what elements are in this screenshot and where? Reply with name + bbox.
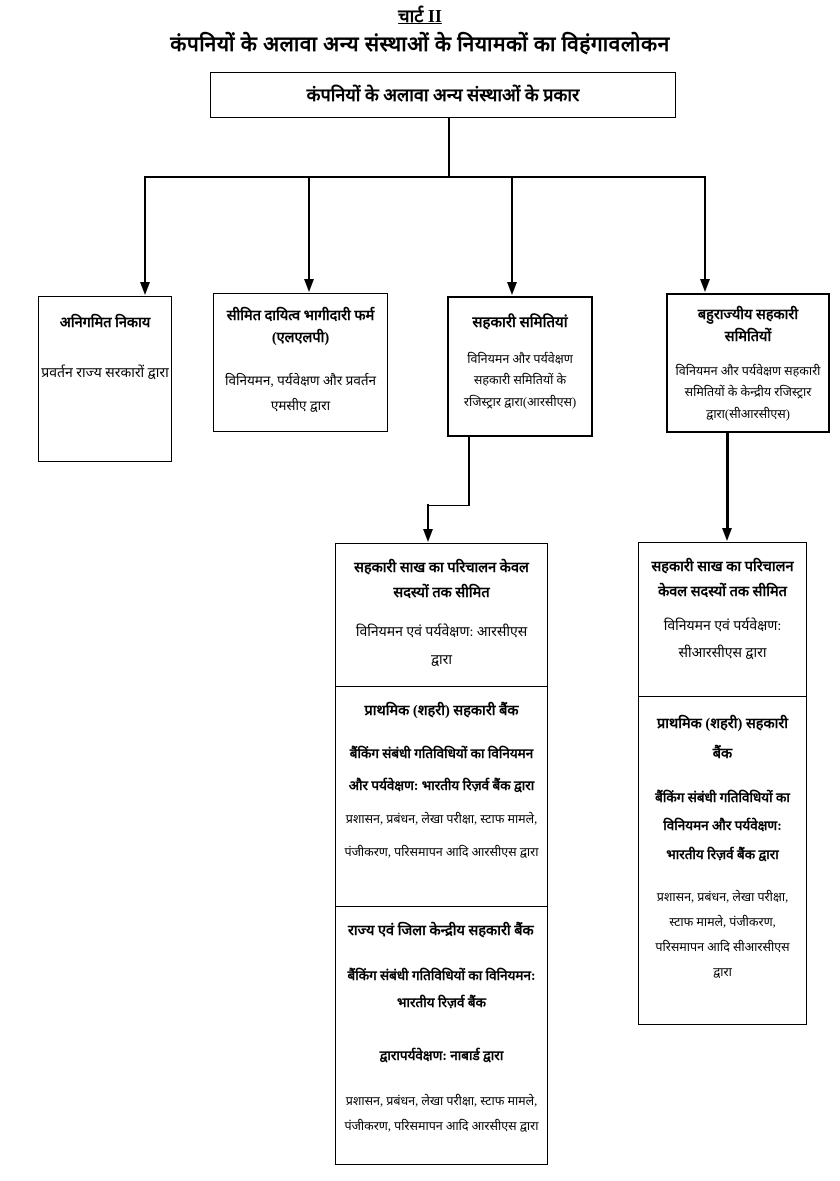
connector-drop-unincorporated [144, 176, 146, 283]
box-title: सीमित दायित्व भागीदारी फर्म (एलएलपी) [226, 308, 375, 346]
section-title: सहकारी साख का परिचालन केवल सदस्यों तक सीमित [651, 559, 794, 600]
arrow-down-icon [722, 528, 732, 541]
section-primary-urban-coop-bank-multistate [639, 696, 806, 1022]
section-body [344, 738, 539, 869]
connector-root-stem [448, 118, 450, 176]
box-cooperative-societies [447, 296, 593, 437]
root-box-entity-types [210, 72, 676, 118]
section-multistate-credit-header [639, 543, 806, 696]
section-title: प्राथमिक (शहरी) सहकारी बैंक [364, 703, 519, 719]
arrow-down-icon [507, 282, 517, 295]
box-title: सहकारी समितियां [472, 315, 568, 331]
arrow-down-icon [304, 279, 314, 292]
box-multistate-cooperative-societies [666, 293, 830, 433]
root-box-label: कंपनियों के अलावा अन्य संस्थाओं के प्रकार [306, 85, 580, 105]
box-title: बहुराज्यीय सहकारी समितियों [697, 307, 799, 345]
section-state-district-central-coop-bank [336, 906, 547, 1162]
connector-drop-multistate [704, 176, 706, 280]
administration-text: प्रशासन, प्रबंधन, लेखा परीक्षा, स्टाफ मामले, पंजीकरण, परिसमापन आदि सीआरसीएस द्वारा [655, 889, 790, 979]
box-body: विनियमन और पर्यवेक्षण सहकारी समितियों के रजिस्ट्रार द्वारा(आरसीएस) [463, 351, 577, 410]
box-title: अनिगमित निकाय [59, 315, 151, 331]
page-title: चार्ट II [398, 6, 442, 26]
connector-drop-coop [511, 176, 513, 283]
connector-drop-llp [308, 176, 310, 280]
detail-box-multistate-coop-credit [638, 542, 807, 1025]
section-body: विनियमन एवं पर्यवेक्षण: आरसीएस द्वारा [355, 625, 528, 669]
detail-box-coop-credit [335, 543, 548, 1165]
connector-coop-elbow-vertical [468, 437, 470, 506]
connector-coop-elbow-drop [427, 504, 429, 531]
section-title: सहकारी साख का परिचालन केवल सदस्यों तक सीमित [354, 560, 529, 601]
section-coop-credit-header [336, 544, 547, 686]
administration-text: प्रशासन, प्रबंधन, लेखा परीक्षा, स्टाफ मामले, पंजीकरण, परिसमापन आदि आरसीएस द्वारा [344, 812, 539, 860]
section-body: विनियमन एवं पर्यवेक्षण: सीआरसीएस द्वारा [663, 619, 782, 661]
section-title: प्राथमिक (शहरी) सहकारी बैंक [656, 716, 789, 763]
regulation-text: बैंकिंग संबंधी गतिविधियों का विनियमन: भारतीय रिज़र्व बैंक [347, 967, 536, 1010]
box-body: विनियमन, पर्यवेक्षण और प्रवर्तन एमसीए द्वारा [224, 372, 377, 414]
arrow-down-icon [700, 279, 710, 292]
connector-horizontal-bar [144, 176, 706, 178]
page-subtitle: कंपनियों के अलावा अन्य संस्थाओं के नियामकों का विहंगावलोकन [170, 32, 670, 56]
box-llp-firms [213, 293, 388, 432]
box-body: विनियमन और पर्यवेक्षण सहकारी समितियों के केन्द्रीय रजिस्ट्रार द्वारा(सीआरसीएस) [675, 363, 821, 422]
connector-multistate-drop [726, 433, 729, 529]
section-title: राज्य एवं जिला केन्द्रीय सहकारी बैंक [348, 923, 534, 939]
regulation-text: बैंकिंग संबंधी गतिविधियों का विनियमन और पर्यवेक्षण: भारतीय रिज़र्व बैंक द्वारा [348, 745, 535, 794]
box-unincorporated-bodies [38, 296, 172, 462]
section-primary-urban-coop-bank [336, 686, 547, 906]
regulation-text: बैंकिंग संबंधी गतिविधियों का विनियमन और पर्यवेक्षण: भारतीय रिज़र्व बैंक द्वारा [655, 789, 790, 862]
connector-coop-elbow-horizontal [428, 505, 469, 507]
arrow-down-icon [140, 282, 150, 295]
administration-text: प्रशासन, प्रबंधन, लेखा परीक्षा, स्टाफ मामले, पंजीकरण, परिसमापन आदि आरसीएस द्वारा [344, 1093, 539, 1133]
box-body: प्रवर्तन राज्य सरकारों द्वारा [41, 365, 169, 381]
supervision-text: द्वारापर्यवेक्षण: नाबार्ड द्वारा [379, 1047, 504, 1063]
arrow-down-icon [423, 529, 433, 542]
